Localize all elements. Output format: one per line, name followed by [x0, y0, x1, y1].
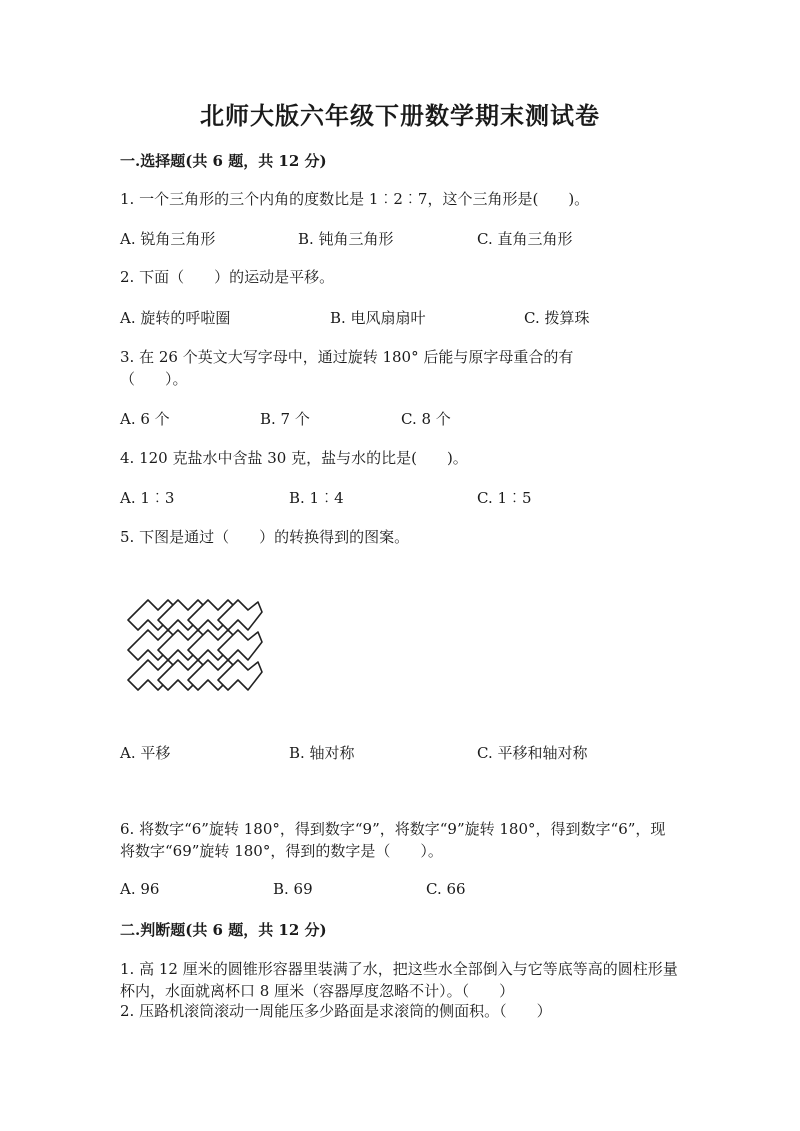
judge-question-1: 1. 高 12 厘米的圆锥形容器里装满了水，把这些水全部倒入与它等底等高的圆柱形量杯内，水面就离杯口 8 厘米（容器厚度忽略不计）。（ ）: [120, 960, 678, 1000]
question-1: 1. 一个三角形的三个内角的度数比是 1︰2︰7，这个三角形是( )。: [120, 190, 590, 208]
q5-option-c[interactable]: C. 平移和轴对称: [477, 744, 588, 762]
question-3: 3. 在 26 个英文大写字母中，通过旋转 180° 后能与原字母重合的有（ ）。: [120, 348, 574, 388]
section-heading-judge: 二.判断题(共 6 题，共 12 分): [120, 921, 327, 939]
q1-option-a[interactable]: A. 锐角三角形: [120, 230, 216, 248]
q6-option-b[interactable]: B. 69: [273, 880, 313, 898]
q4-option-b[interactable]: B. 1︰4: [289, 489, 344, 507]
q2-option-c[interactable]: C. 拨算珠: [524, 309, 590, 327]
q4-option-a[interactable]: A. 1︰3: [120, 489, 175, 507]
q3-option-c[interactable]: C. 8 个: [401, 410, 451, 428]
question-4: 4. 120 克盐水中含盐 30 克，盐与水的比是( )。: [120, 449, 468, 467]
q2-option-b[interactable]: B. 电风扇扇叶: [330, 309, 426, 327]
question-2: 2. 下面（ ）的运动是平移。: [120, 268, 335, 286]
page-title: 北师大版六年级下册数学期末测试卷: [200, 101, 600, 130]
q1-option-b[interactable]: B. 钝角三角形: [298, 230, 394, 248]
q6-option-c[interactable]: C. 66: [426, 880, 466, 898]
q4-option-c[interactable]: C. 1︰5: [477, 489, 532, 507]
q5-option-a[interactable]: A. 平移: [120, 744, 171, 762]
q3-option-a[interactable]: A. 6 个: [120, 410, 170, 428]
q5-option-b[interactable]: B. 轴对称: [289, 744, 355, 762]
q2-option-a[interactable]: A. 旋转的呼啦圈: [120, 309, 231, 327]
section-heading-choice: 一.选择题(共 6 题，共 12 分): [120, 152, 327, 170]
q6-option-a[interactable]: A. 96: [120, 880, 160, 898]
q1-option-c[interactable]: C. 直角三角形: [477, 230, 573, 248]
question-6: 6. 将数字“6”旋转 180°，得到数字“9”，将数字“9”旋转 180°，得到数字“6”，现将数字“69”旋转 180°，得到的数字是（ ）。: [120, 820, 666, 860]
q3-option-b[interactable]: B. 7 个: [260, 410, 310, 428]
question-5: 5. 下图是通过（ ）的转换得到的图案。: [120, 528, 410, 546]
tessellation-figure: [120, 580, 270, 700]
judge-question-2: 2. 压路机滚筒滚动一周能压多少路面是求滚筒的侧面积。（ ）: [120, 1002, 552, 1020]
